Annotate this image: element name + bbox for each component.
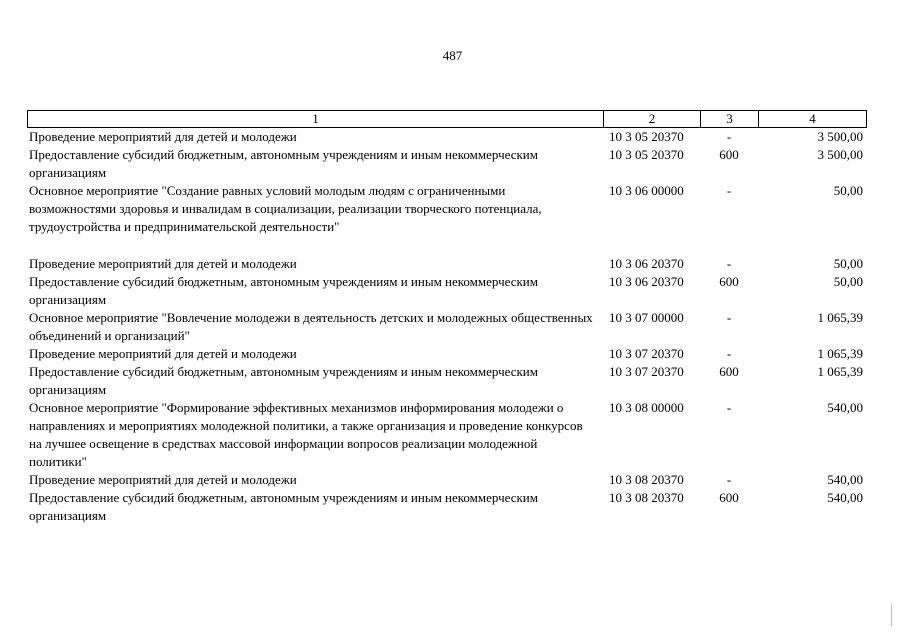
table-row: [27, 182, 867, 236]
row-code: 10 3 08 20370: [609, 490, 684, 505]
row-code: 10 3 07 20370: [609, 346, 684, 361]
row-name: Проведение мероприятий для детей и молодежи: [29, 256, 297, 271]
table-row: [27, 255, 867, 273]
table-row: [27, 273, 867, 309]
row-name: Основное мероприятие "Вовлечение молодежи в деятельность детских и молодежных общественных объединений и организаций": [29, 310, 593, 343]
header-col-4: 4: [809, 111, 816, 126]
row-type: -: [726, 346, 732, 361]
row-amount: 50,00: [833, 256, 863, 271]
row-type: 600: [719, 490, 739, 505]
row-name: Основное мероприятие "Формирование эффективных механизмов информирования молодежи о направлениях и мероприятиях молодежной политики, а также организация и проведение конкурсов на лучшее освещение в средствах массовой информации вопросов реализации молодежной политики": [29, 400, 583, 469]
table-row: [27, 345, 867, 363]
row-type: -: [726, 310, 732, 325]
row-amount: 540,00: [827, 472, 863, 487]
table-row: [27, 471, 867, 489]
row-amount: 50,00: [833, 183, 863, 198]
row-amount: 3 500,00: [817, 147, 863, 162]
page-number: 487: [442, 48, 463, 63]
row-code: 10 3 05 20370: [609, 129, 684, 144]
row-type: -: [726, 183, 732, 198]
row-name: Проведение мероприятий для детей и молодежи: [29, 346, 297, 361]
table-row: [27, 128, 867, 146]
row-amount: 540,00: [827, 400, 863, 415]
table-row: [27, 363, 867, 399]
table-row: [27, 146, 867, 182]
budget-table: [27, 110, 867, 525]
row-code: 10 3 07 00000: [609, 310, 684, 325]
table-row: [27, 399, 867, 471]
table-row: [27, 309, 867, 345]
table-row: [27, 489, 867, 525]
row-name: Предоставление субсидий бюджетным, автономным учреждениям и иным некоммерческим организациям: [29, 364, 538, 397]
row-type: 600: [719, 364, 739, 379]
row-amount: 50,00: [833, 274, 863, 289]
row-amount: 1 065,39: [817, 364, 863, 379]
row-code: 10 3 06 20370: [609, 274, 684, 289]
row-code: 10 3 07 20370: [609, 364, 684, 379]
row-amount: 1 065,39: [817, 346, 863, 361]
table-header: [27, 110, 867, 128]
row-code: 10 3 06 20370: [609, 256, 684, 271]
row-amount: 540,00: [827, 490, 863, 505]
header-col-3: 3: [701, 111, 759, 127]
row-type: -: [726, 400, 732, 415]
row-type: -: [726, 472, 732, 487]
header-col-2: 2: [604, 111, 701, 127]
row-type: -: [726, 129, 732, 144]
row-name: Предоставление субсидий бюджетным, автономным учреждениям и иным некоммерческим организациям: [29, 490, 538, 523]
row-name: Предоставление субсидий бюджетным, автономным учреждениям и иным некоммерческим организациям: [29, 274, 538, 307]
row-amount: 3 500,00: [817, 129, 863, 144]
row-code: 10 3 06 00000: [609, 183, 684, 198]
scan-edge-mark: [891, 604, 892, 626]
row-name: Основное мероприятие "Создание равных условий молодым людям с ограниченными возможностями здоровья и инвалидам в социализации, реализации творческого потенциала, трудоустройства и предпринимательской деятельности": [29, 183, 542, 234]
row-type: -: [726, 256, 732, 271]
row-type: 600: [719, 147, 739, 162]
row-type: 600: [719, 274, 739, 289]
row-code: 10 3 05 20370: [609, 147, 684, 162]
row-amount: 1 065,39: [817, 310, 863, 325]
row-name: Проведение мероприятий для детей и молодежи: [29, 472, 297, 487]
row-name: Предоставление субсидий бюджетным, автономным учреждениям и иным некоммерческим организациям: [29, 147, 538, 180]
row-name: Проведение мероприятий для детей и молодежи: [29, 129, 297, 144]
row-code: 10 3 08 00000: [609, 400, 684, 415]
header-col-1: 1: [28, 111, 604, 127]
row-code: 10 3 08 20370: [609, 472, 684, 487]
